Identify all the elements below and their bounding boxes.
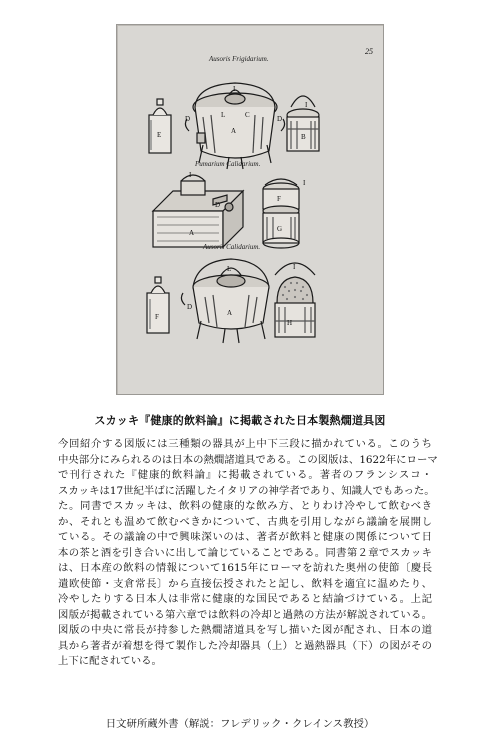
engraving-plate — [116, 24, 384, 395]
paragraph-line: 冷やしたりする日本人は非常に健康的な国民であると結論づけている。上記 — [58, 593, 432, 605]
description-paragraph — [58, 437, 438, 670]
brazier-top-center — [185, 83, 284, 169]
stacked-pot-middle-right — [263, 179, 299, 248]
plate-label-bottom: Ausoris Calidarium. — [203, 243, 261, 251]
svg-text:A: A — [189, 229, 195, 237]
paragraph-line: 具から著者が着想を得て製作した冷却器具（上）と過熱器具（下）の図がその — [58, 639, 432, 652]
figure-caption: スカッキ『健康的飲料論』に掲載された日本製熱燗道具図 — [94, 414, 386, 427]
paragraph-line: ている。その議論の中で興味深いのは、著者が飲料と健康の関係について日 — [58, 531, 432, 543]
small-pot-top-right — [287, 96, 319, 151]
source-credit: 日文研所蔵外書（解説：フレデリック・クレインス教授） — [105, 718, 375, 730]
paragraph-line: 中央部分にみられるのは日本の熱燗諸道具である。この図版は、1622年にローマ — [58, 453, 438, 466]
svg-text:A: A — [227, 309, 233, 317]
svg-text:G: G — [277, 225, 283, 233]
svg-text:I: I — [303, 179, 306, 187]
svg-text:H: H — [287, 319, 293, 327]
paragraph-line: スカッキは17世紀半ばに活躍したイタリアの神学者であり、知識人でもあった。 — [58, 484, 435, 497]
svg-text:D: D — [187, 303, 193, 311]
svg-text:I: I — [293, 263, 296, 271]
box-stove-middle-left — [153, 175, 243, 247]
svg-text:L: L — [221, 111, 226, 119]
paragraph-line: 今回紹介する図版には三種類の器具が上中下三段に描かれている。このうち — [58, 438, 432, 450]
bottle-bottom-left — [147, 277, 169, 333]
svg-text:F: F — [277, 195, 281, 203]
paragraph-line: は、日本産の飲料の情報について1615年にローマを訪れた奥州の使節〔慶長 — [58, 562, 432, 574]
svg-text:I: I — [233, 85, 236, 93]
domed-pot-bottom-right — [275, 263, 315, 337]
svg-text:E: E — [157, 131, 162, 139]
svg-text:F: F — [155, 313, 159, 321]
paragraph-line: で刊行された『健康的飲料論』に掲載されている。著者のフランシスコ・ — [58, 469, 432, 481]
plate-page-number: 25 — [365, 47, 373, 56]
svg-text:D: D — [185, 115, 191, 123]
paragraph-line: 上下に配されている。 — [58, 655, 162, 667]
svg-text:D: D — [215, 201, 221, 209]
svg-text:C: C — [245, 111, 250, 119]
svg-text:D: D — [277, 115, 283, 123]
svg-text:B: B — [301, 133, 306, 141]
plate-label-middle: Fumarium Calidarium. — [195, 160, 261, 168]
bottle-top-left — [149, 99, 171, 153]
svg-text:L: L — [227, 265, 232, 273]
paragraph-line: 図版が掲載されている第六章では飲料の冷却と過熱の方法が解説されている。 — [58, 608, 432, 621]
plate-label-top: Ausoris Frigidarium. — [209, 55, 269, 63]
svg-text:I: I — [305, 101, 308, 109]
utensil-illustration — [117, 25, 383, 394]
paragraph-line: 本の茶と酒を引き合いに出して論じていることである。同書第２章でスカッキ — [58, 546, 432, 559]
svg-text:I: I — [189, 171, 192, 179]
paragraph-line: 図版の中央に常長が持参した熱燗諸道具を写し描いた図が配され、日本の道 — [58, 624, 432, 636]
svg-text:A: A — [231, 127, 237, 135]
paragraph-line: た。同書でスカッキは、飲料の健康的な飲み方、とりわけ冷やして飲むべき — [58, 500, 432, 512]
paragraph-line: か、それとも温めて飲むべきかについて、古典を引用しながら議論を展開し — [58, 515, 432, 528]
paragraph-line: 遣欧使節・支倉常長〕から直接伝授されたと記し、飲料を適宜に温めたり、 — [58, 577, 432, 590]
